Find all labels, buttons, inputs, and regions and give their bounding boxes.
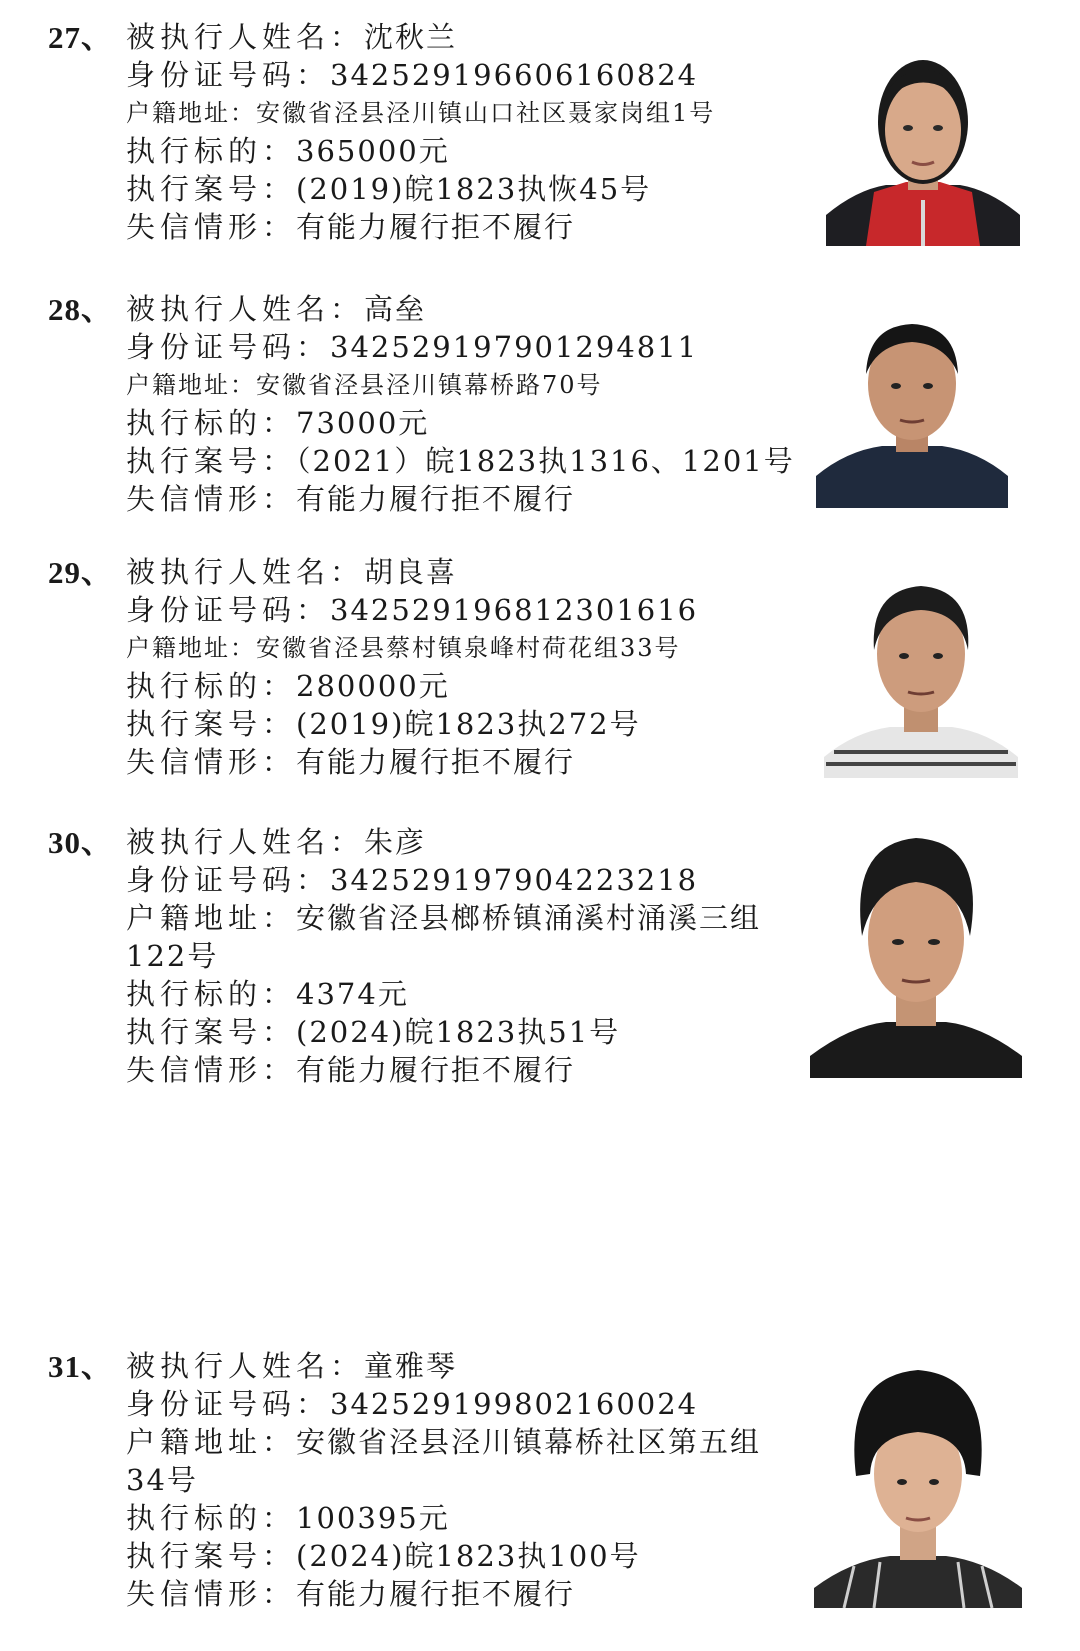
address-line <box>126 1423 786 1461</box>
address: 安徽省泾县蔡村镇泉峰村荷花组33号 <box>256 634 681 662</box>
amount: 73000元 <box>296 406 430 440</box>
name-label: 被执行人姓名： <box>126 20 365 54</box>
entry-details <box>126 823 786 1089</box>
address: 安徽省泾县泾川镇幕桥社区第五组 <box>296 1425 762 1459</box>
entry-details <box>126 1347 786 1613</box>
address-label: 户籍地址： <box>126 901 297 935</box>
case-label: 执行案号： <box>126 444 297 478</box>
amount: 365000元 <box>296 134 450 168</box>
name-line <box>126 553 786 591</box>
case-label: 执行案号： <box>126 1539 297 1573</box>
case-line <box>126 1013 786 1051</box>
entry-details <box>126 290 795 518</box>
case-number: (2019)皖1823执恢45号 <box>296 172 652 206</box>
id-line <box>126 328 786 366</box>
situation: 有能力履行拒不履行 <box>296 1053 576 1087</box>
person-name: 童雅琴 <box>364 1349 458 1383</box>
amount-label: 执行标的： <box>126 1501 297 1535</box>
case-number: (2024)皖1823执100号 <box>296 1539 641 1573</box>
id-line <box>126 56 786 94</box>
situation: 有能力履行拒不履行 <box>296 745 576 779</box>
id-number: 342529197904223218 <box>330 863 699 897</box>
case-line <box>126 1537 786 1575</box>
case-number: (2019)皖1823执272号 <box>296 707 641 741</box>
portrait-photo-27 <box>826 30 1020 246</box>
name-label: 被执行人姓名： <box>126 292 365 326</box>
portrait-photo-30 <box>810 826 1022 1078</box>
amount-line <box>126 975 786 1013</box>
situation: 有能力履行拒不履行 <box>296 1577 576 1611</box>
case-number: （2021）皖1823执1316、1201号 <box>296 444 795 478</box>
id-number: 342529196606160824 <box>330 58 699 92</box>
id-number: 342529196812301616 <box>330 593 699 627</box>
person-name: 朱彦 <box>364 825 427 859</box>
case-label: 执行案号： <box>126 1015 297 1049</box>
name-line <box>126 18 786 56</box>
portrait-photo-31 <box>814 1356 1022 1608</box>
name-line <box>126 823 786 861</box>
address-continuation: 34号 <box>126 1463 198 1497</box>
situation-label: 失信情形： <box>126 482 297 516</box>
id-label: 身份证号码： <box>126 330 331 364</box>
name-label: 被执行人姓名： <box>126 1349 365 1383</box>
portrait-photo-29 <box>824 562 1018 778</box>
address: 安徽省泾县榔桥镇涌溪村涌溪三组 <box>296 901 762 935</box>
situation-label: 失信情形： <box>126 1053 297 1087</box>
name-line <box>126 290 786 328</box>
situation-line <box>126 743 786 781</box>
situation: 有能力履行拒不履行 <box>296 210 576 244</box>
id-line <box>126 861 786 899</box>
amount-line <box>126 132 786 170</box>
id-label: 身份证号码： <box>126 863 331 897</box>
amount-line <box>126 404 786 442</box>
case-line <box>126 442 795 480</box>
portrait-photo-28 <box>816 296 1008 508</box>
id-label: 身份证号码： <box>126 1387 331 1421</box>
case-label: 执行案号： <box>126 707 297 741</box>
situation: 有能力履行拒不履行 <box>296 482 576 516</box>
situation-line <box>126 1051 786 1089</box>
entry-number: 29、 <box>48 555 113 590</box>
amount-label: 执行标的： <box>126 134 297 168</box>
situation-label: 失信情形： <box>126 745 297 779</box>
situation-label: 失信情形： <box>126 1577 297 1611</box>
situation-line <box>126 480 786 518</box>
address: 安徽省泾县泾川镇山口社区聂家岗组1号 <box>256 99 716 127</box>
case-line <box>126 170 786 208</box>
id-line <box>126 591 786 629</box>
case-label: 执行案号： <box>126 172 297 206</box>
id-label: 身份证号码： <box>126 593 331 627</box>
name-label: 被执行人姓名： <box>126 825 365 859</box>
entry-details <box>126 18 786 246</box>
amount-label: 执行标的： <box>126 669 297 703</box>
amount: 4374元 <box>296 977 409 1011</box>
person-name: 沈秋兰 <box>364 20 458 54</box>
amount-line <box>126 1499 786 1537</box>
amount-label: 执行标的： <box>126 977 297 1011</box>
address-line <box>126 94 786 132</box>
entry-number: 30、 <box>48 825 113 860</box>
amount: 100395元 <box>296 1501 450 1535</box>
id-label: 身份证号码： <box>126 58 331 92</box>
case-line <box>126 705 786 743</box>
case-number: (2024)皖1823执51号 <box>296 1015 621 1049</box>
entry-number: 27、 <box>48 20 113 55</box>
address-line <box>126 899 786 937</box>
entry-details <box>126 553 786 781</box>
address: 安徽省泾县泾川镇幕桥路70号 <box>256 371 603 399</box>
id-number: 342529199802160024 <box>330 1387 699 1421</box>
address-line <box>126 366 786 404</box>
situation-label: 失信情形： <box>126 210 297 244</box>
address-continuation: 122号 <box>126 939 219 973</box>
name-line <box>126 1347 786 1385</box>
situation-line <box>126 1575 786 1613</box>
situation-line <box>126 208 786 246</box>
address-line <box>126 629 786 667</box>
amount-label: 执行标的： <box>126 406 297 440</box>
person-name: 胡良喜 <box>364 555 458 589</box>
address-label: 户籍地址： <box>126 1425 297 1459</box>
entry-number: 28、 <box>48 292 113 327</box>
address-label: 户籍地址： <box>126 371 256 399</box>
entry-number: 31、 <box>48 1349 113 1384</box>
id-line <box>126 1385 786 1423</box>
id-number: 342529197901294811 <box>330 330 699 364</box>
amount-line <box>126 667 786 705</box>
amount: 280000元 <box>296 669 450 703</box>
address-label: 户籍地址： <box>126 99 256 127</box>
person-name: 高垒 <box>364 292 427 326</box>
name-label: 被执行人姓名： <box>126 555 365 589</box>
address-label: 户籍地址： <box>126 634 256 662</box>
